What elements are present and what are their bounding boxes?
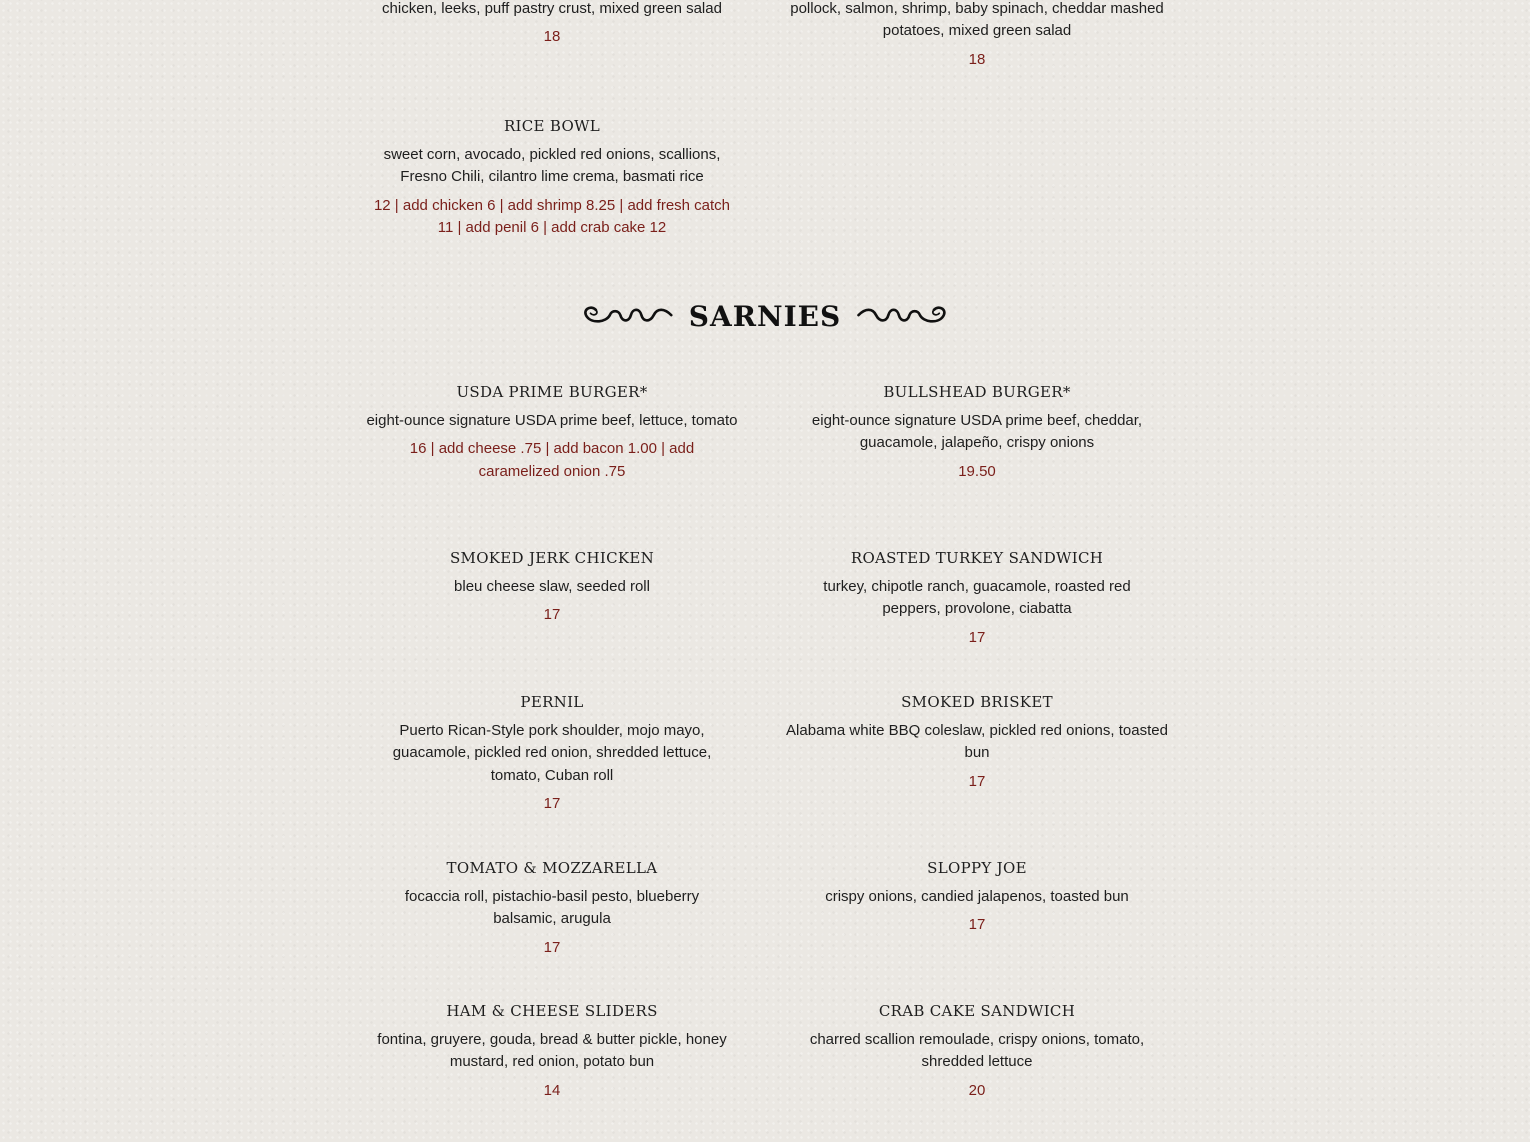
menu-item-rice-bowl [370,116,734,240]
menu-item-description: charred scallion remoulade, crispy onions, tomato, shredded lettuce [809,1031,1145,1071]
menu-item-price: 20 [968,1081,986,1099]
menu-item-crab-cake-sandwich [777,1001,1177,1102]
menu-item-roasted-turkey-sandwich [777,548,1177,649]
menu-item-price: 17 [968,772,986,790]
menu-item-ham-cheese-sliders [352,1001,752,1102]
menu-item-price: 14 [543,1081,561,1099]
menu-item-name: TOMATO & MOZZARELLA [446,859,658,877]
menu-item-fish-pie [777,0,1177,71]
menu-item-description: fontina, gruyere, gouda, bread & butter pickle, honey mustard, red onion, potato bun [377,1031,727,1071]
menu-item-name: HAM & CHEESE SLIDERS [446,1002,658,1020]
menu-item-price: 17 [543,795,561,813]
menu-item-price: 17 [968,628,986,646]
menu-item-price: 17 [543,938,561,956]
menu-item-description: eight-ounce signature USDA prime beef, lettuce, tomato [366,412,738,429]
menu-item-name: ROASTED TURKEY SANDWICH [850,549,1104,567]
menu-item-name: PERNIL [520,693,584,711]
menu-item-description: pollock, salmon, shrimp, baby spinach, cheddar mashed potatoes, mixed green salad [790,0,1164,40]
menu-item-bullshead-burger [777,382,1177,483]
menu-item-pernil [352,692,752,816]
menu-item-description: sweet corn, avocado, pickled red onions, scallions, Fresno Chili, cilantro lime crema, basmati rice [383,146,721,186]
section-title: SARNIES [688,299,842,333]
menu-item-description: turkey, chipotle ranch, guacamole, roasted red peppers, provolone, ciabatta [823,578,1131,618]
section-heading [580,296,950,336]
menu-item-smoked-jerk-chicken [352,548,752,627]
flourish-right-icon [855,301,950,331]
menu-item-smoked-brisket [777,692,1177,793]
menu-item-name: USDA PRIME BURGER* [456,383,648,401]
flourish-left-icon [580,301,675,331]
menu-item-description: Alabama white BBQ coleslaw, pickled red onions, toasted bun [786,722,1168,762]
menu-item-price: 19.50 [958,462,996,480]
menu-item-description: crispy onions, candied jalapenos, toasted bun [825,888,1129,905]
menu-item-name: RICE BOWL [503,117,601,135]
menu-item-tomato-mozzarella [352,858,752,959]
menu-item-name: SMOKED BRISKET [901,693,1053,711]
menu-item-description: focaccia roll, pistachio-basil pesto, blueberry balsamic, arugula [404,888,700,928]
menu-item-description: bleu cheese slaw, seeded roll [454,578,650,595]
menu-item-description: eight-ounce signature USDA prime beef, cheddar, guacamole, jalapeño, crispy onions [811,412,1143,452]
menu-item-name: SLOPPY JOE [927,859,1027,877]
menu-item-name: SMOKED JERK CHICKEN [449,549,655,567]
menu-item-price: 18 [968,50,986,68]
menu-item-description: chicken, leeks, puff pastry crust, mixed green salad [382,0,722,17]
menu-item-usda-prime-burger [352,382,752,483]
menu-item-sloppy-joe [777,858,1177,937]
menu-item-price: 17 [543,606,561,624]
menu-item-name: BULLSHEAD BURGER* [883,383,1071,401]
menu-item-price: 16 | add cheese .75 | add bacon 1.00 | add caramelized onion .75 [409,440,695,480]
menu-item-pot-pie [352,0,752,49]
menu-item-price: 18 [543,28,561,46]
menu-item-description: Puerto Rican-Style pork shoulder, mojo mayo, guacamole, pickled red onion, shredded lettuce, tomato, Cuban roll [392,722,712,784]
menu-item-name: CRAB CAKE SANDWICH [878,1002,1076,1020]
menu-item-price: 12 | add chicken 6 | add shrimp 8.25 | add fresh catch 11 | add penil 6 | add crab cake 12 [373,196,731,237]
menu-item-price: 17 [968,916,986,934]
